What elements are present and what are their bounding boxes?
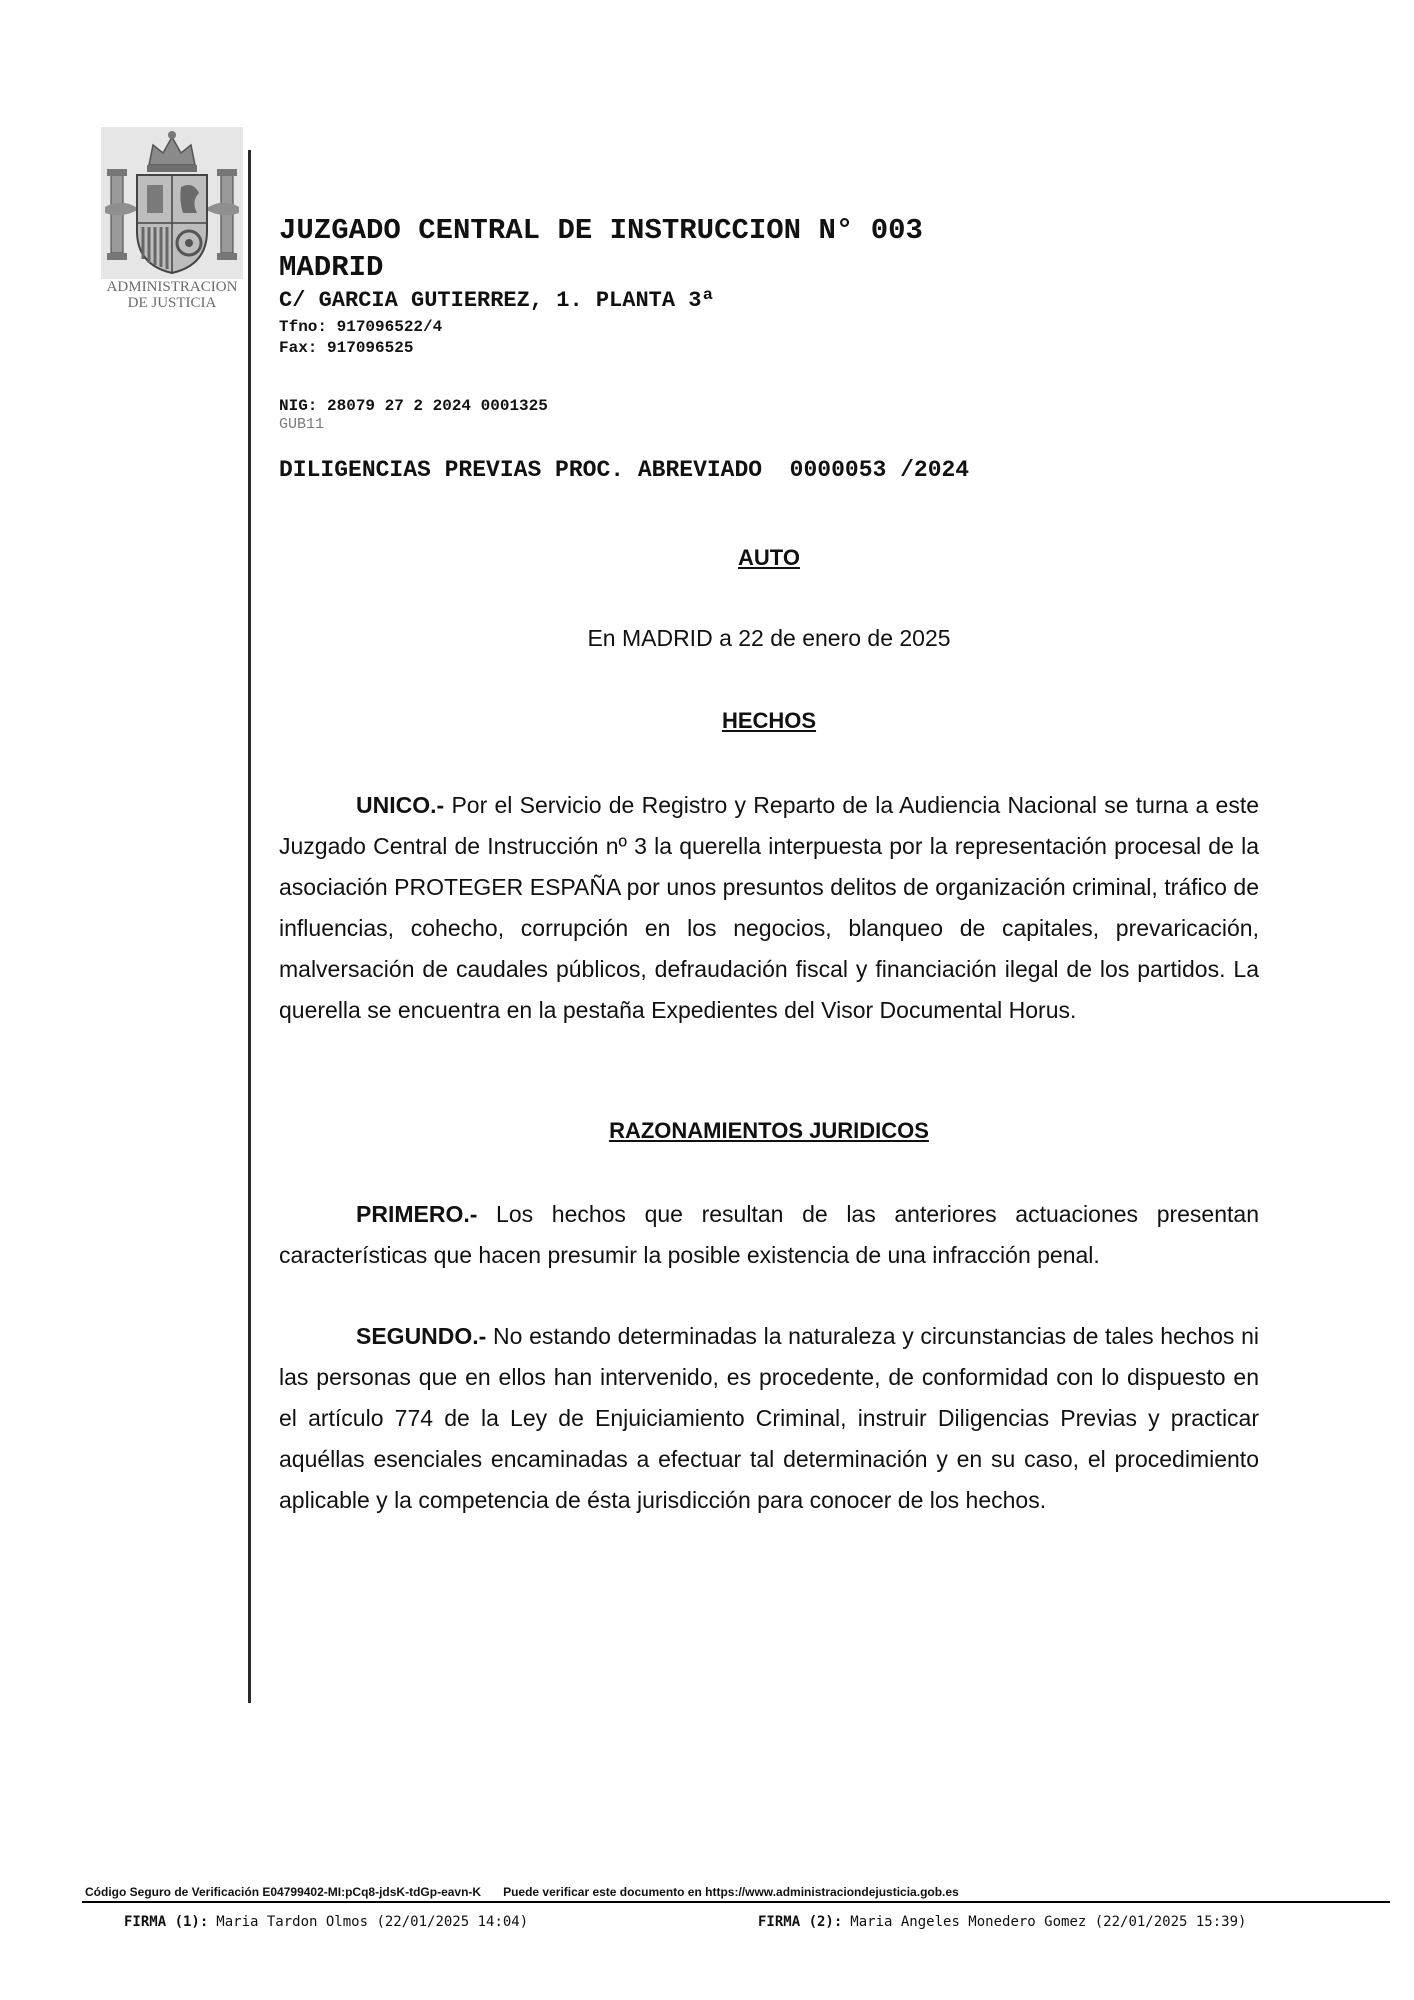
paragraph-primero	[279, 1194, 1259, 1276]
section-hechos-title: HECHOS	[721, 708, 817, 733]
court-address: C/ GARCIA GUTIERREZ, 1. PLANTA 3ª	[279, 288, 715, 313]
signature-2-value: Maria Angeles Monedero Gomez (22/01/2025 15:39)	[850, 1914, 1247, 1930]
paragraph-unico-lead: UNICO.-	[356, 792, 445, 818]
court-phone: Tfno: 917096522/4	[279, 318, 443, 336]
paragraph-unico	[279, 785, 1259, 1031]
paragraph-segundo-text: No estando determinadas la naturaleza y circunstancias de tales hechos ni las personas que en ellos han intervenido, es procedente, de conformidad con lo dispuesto en el artículo 774 de la Ley de Enjuiciamiento Criminal, instruir Diligencias Previas y practicar aquéllas esenciales encaminadas a efectuar tal determinación y en su caso, el procedimiento aplicable y la competencia de ésta jurisdicción para conocer de los hechos.	[279, 1323, 1259, 1513]
logo-line-1: ADMINISTRACION	[106, 279, 238, 295]
coat-of-arms-logo	[101, 127, 243, 311]
paragraph-primero-lead: PRIMERO.-	[356, 1201, 478, 1227]
nig-number: NIG: 28079 27 2 2024 0001325	[279, 397, 548, 415]
logo-line-2: DE JUSTICIA	[127, 295, 217, 311]
signature-1-label: FIRMA (1):	[124, 1914, 209, 1930]
court-name: JUZGADO CENTRAL DE INSTRUCCION N° 003	[279, 214, 923, 247]
court-city: MADRID	[279, 251, 384, 284]
verify-url-text: Puede verificar este documento en https://www.administraciondejusticia.gob.es	[503, 1885, 959, 1899]
paragraph-segundo-lead: SEGUNDO.-	[356, 1323, 487, 1349]
procedure-reference: DILIGENCIAS PREVIAS PROC. ABREVIADO 0000053 /2024	[279, 457, 970, 483]
verification-line	[85, 1885, 959, 1899]
signature-2	[758, 1914, 1246, 1930]
margin-rule	[248, 150, 251, 1703]
date-line: En MADRID a 22 de enero de 2025	[587, 625, 951, 651]
coat-of-arms-icon	[101, 127, 243, 279]
paragraph-segundo	[279, 1316, 1259, 1521]
document-title: AUTO	[738, 545, 800, 570]
paragraph-unico-text: Por el Servicio de Registro y Reparto de la Audiencia Nacional se turna a este Juzgado Central de Instrucción nº 3 la querella interpuesta por la representación procesal de la asociación PROTEGER ESPAÑA por unos presuntos delitos de organización criminal, tráfico de influencias, cohecho, corrupción en los negocios, blanqueo de capitales, prevaricación, malversación de caudales públicos, defraudación fiscal y financiación ilegal de los partidos. La querella se encuentra en la pestaña Expedientes del Visor Documental Horus.	[279, 792, 1259, 1023]
signature-1	[124, 1914, 528, 1930]
court-fax: Fax: 917096525	[279, 339, 414, 357]
footer-rule	[82, 1901, 1390, 1903]
paragraph-primero-text: Los hechos que resultan de las anteriores actuaciones presentan características que hacen presumir la posible existencia de una infracción penal.	[279, 1201, 1259, 1268]
section-razonamientos-title: RAZONAMIENTOS JURIDICOS	[609, 1118, 929, 1143]
csv-code: Código Seguro de Verificación E04799402-MI:pCq8-jdsK-tdGp-eavn-K	[85, 1885, 482, 1899]
internal-code: GUB11	[279, 416, 325, 433]
signature-2-label: FIRMA (2):	[758, 1914, 843, 1930]
signature-1-value: Maria Tardon Olmos (22/01/2025 14:04)	[216, 1914, 529, 1930]
